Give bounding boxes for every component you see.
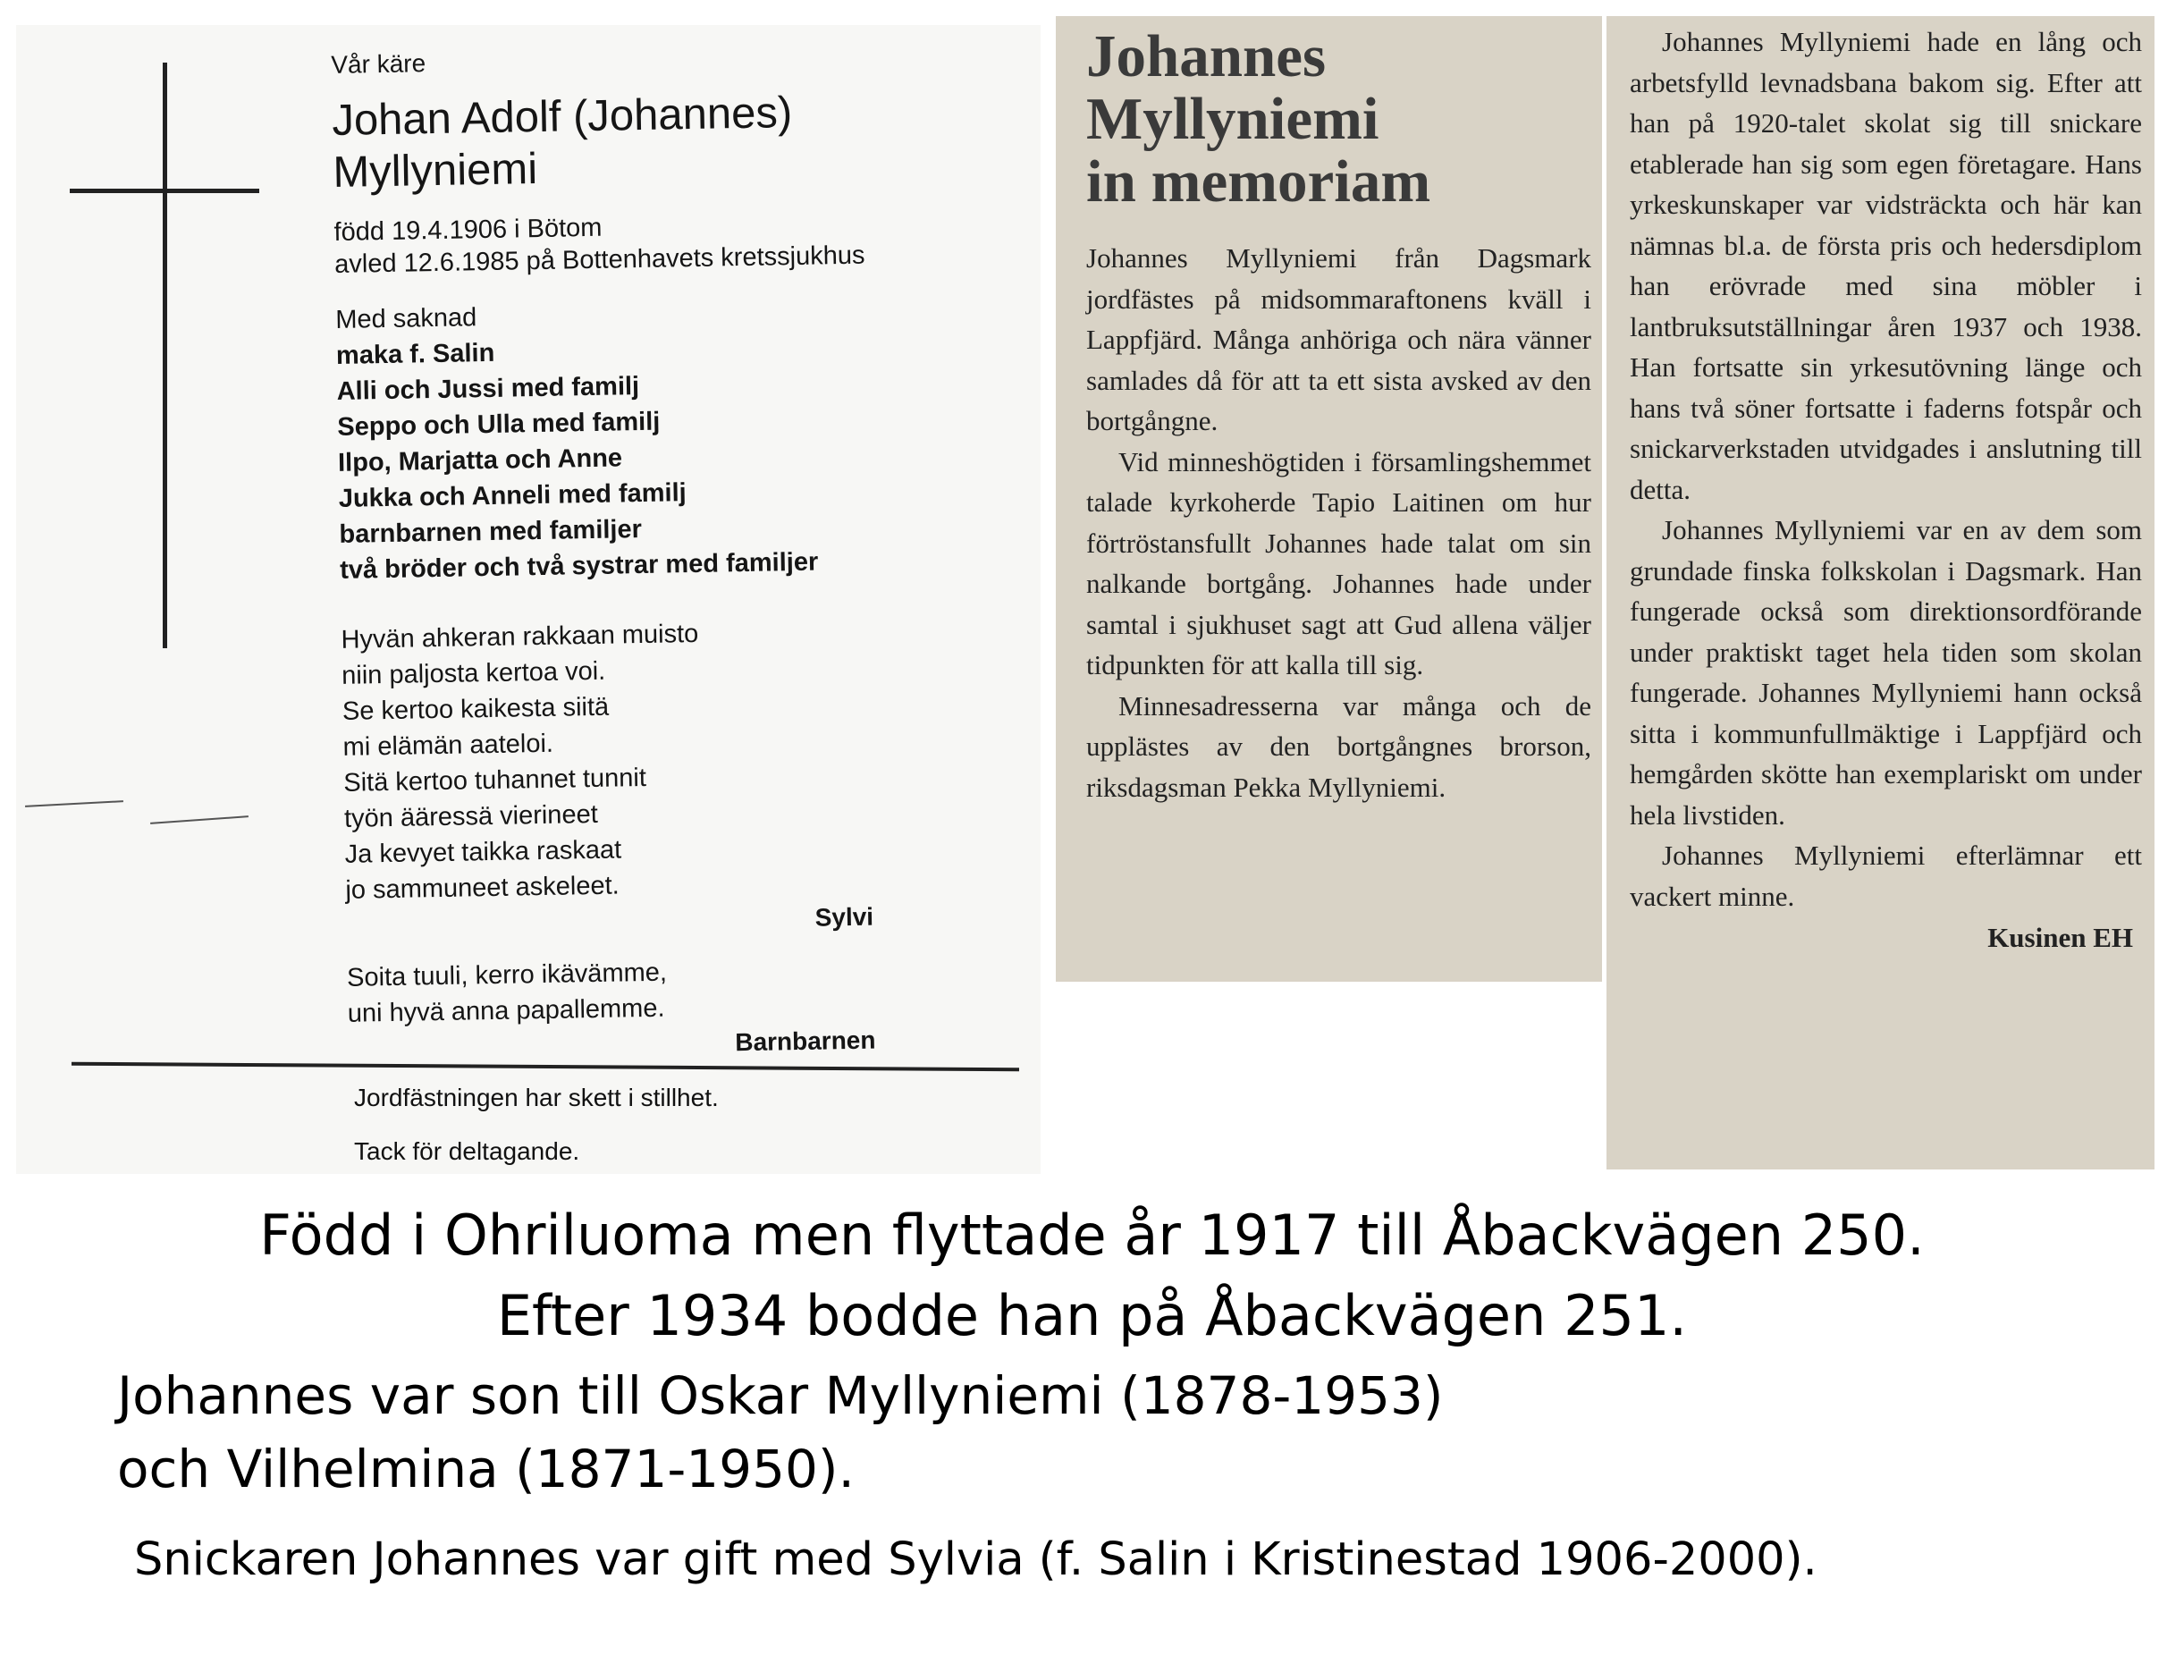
cross-horizontal-bar	[70, 189, 259, 193]
mourners-intro: Med saknad	[335, 303, 477, 334]
funeral-note: Jordfästningen har skett i stillhet.	[354, 1084, 719, 1111]
print-speck	[150, 815, 249, 824]
death-notice-text	[331, 36, 1041, 1067]
poem-signature-sylvi: Sylvi	[814, 902, 874, 932]
caption-parents-mother: och Vilhelmina (1871-1950).	[117, 1439, 855, 1499]
caption-residence-later: Efter 1934 bodde han på Åbackvägen 251.	[496, 1283, 1688, 1348]
poem-line: Hyvän ahkeran rakkaan muisto	[341, 619, 699, 654]
poem-line: työn ääressä vierineet	[343, 799, 598, 833]
article-paragraph: Johannes Myllyniemi från Dagsmark jordfästes på midsommaraftonens kväll i Lappfjärd. Många anhöriga och nära vänner samlades då för att ta ett sista avsked av den bortgångne.	[1086, 242, 1591, 436]
poem-signature-barnbarnen: Barnbarnen	[735, 1026, 876, 1057]
article-column-left	[1056, 16, 1602, 982]
headline-line: in memoriam	[1086, 148, 1431, 215]
article-paragraph: Johannes Myllyniemi var en av dem som grundade finska folkskolan i Dagsmark. Han fungerade också som direktionsordförande under praktiskt taget hela tiden som skolan fungerade. Johannes Myllyniemi hann också sitta i kommunfullmäktige i Lappfjärd och hemgården skötte han exemplariskt om under hela livstiden.	[1630, 514, 2142, 831]
mourners-list	[335, 290, 1037, 588]
death-notice-clipping	[16, 25, 1041, 1174]
mourner-entry: Jukka och Anneli med familj	[338, 478, 687, 513]
mourner-entry: maka f. Salin	[335, 338, 495, 370]
poem-line: Sitä kertoo tuhannet tunnit	[343, 763, 647, 798]
notice-greeting: Vår käre	[331, 49, 426, 79]
death-info: avled 12.6.1985 på Bottenhavets kretssjukhus	[333, 241, 865, 279]
thanks-note: Tack för deltagande.	[354, 1137, 580, 1165]
print-speck	[25, 800, 123, 807]
poem-line: mi elämän aateloi.	[342, 729, 554, 762]
poem-line: Se kertoo kaikesta siitä	[342, 692, 610, 726]
mourner-entry: barnbarnen med familjer	[339, 515, 643, 549]
mourner-entry: Seppo och Ulla med familj	[337, 407, 661, 442]
poem-line: uni hyvä anna papallemme.	[347, 993, 665, 1028]
article-paragraph: Johannes Myllyniemi hade en lång och arbetsfylld levnadsbana bakom sig. Efter att han på 1920-talet skolat sig till snickare etablerade han sig som egen företagare. Hans yrkeskunskaper var vidsträckta och här kan nämnas bl.a. de första pris och hedersdiplom han erövrade med sina möbler i lantbruksutställningar åren 1937 och 1938. Han fortsatte sin yrkesutövning länge och hans två söner fortsatte i faderns fotspår och snickarverkstaden utvidgades i anslutning till detta.	[1630, 26, 2142, 505]
article-paragraph: Johannes Myllyniemi efterlämnar ett vackert minne.	[1630, 840, 2142, 912]
cross-vertical-bar	[163, 63, 167, 648]
caption-residence: Född i Ohriluoma men flyttade år 1917 till Åbackvägen 250.	[259, 1203, 1925, 1268]
notice-footer	[354, 1080, 719, 1174]
mourner-entry: Alli och Jussi med familj	[336, 372, 640, 406]
article-headline	[1086, 25, 1591, 213]
memorial-poem-2	[347, 948, 1041, 1068]
poem-line: jo sammuneet askeleet.	[345, 871, 620, 905]
mourner-entry: två bröder och två systrar med familjer	[339, 547, 819, 585]
birth-info: född 19.4.1906 i Bötom	[333, 213, 603, 247]
caption-spouse: Snickaren Johannes var gift med Sylvia (f. Salin i Kristinestad 1906-2000).	[134, 1533, 1817, 1586]
article-paragraph: Vid minneshögtiden i församlingshemmet talade kyrkoherde Tapio Laitinen om hur förtröstansfullt Johannes hade talat om sin nalkande bortgång. Johannes hade under samtal i sjukhuset sagt att Gud allena väljer tidpunkten för att kalla till sig.	[1086, 445, 1591, 680]
poem-line: Soita tuuli, kerro ikävämme,	[346, 958, 668, 992]
memorial-poem-1	[341, 610, 1041, 944]
article-paragraph: Minnesadresserna var många och de upplästes av den bortgångnes brorson, riksdagsman Pekka Myllyniemi.	[1086, 689, 1591, 803]
deceased-name-line2: Myllyniemi	[332, 144, 538, 197]
mourner-entry: Ilpo, Marjatta och Anne	[337, 443, 623, 477]
poem-line: niin paljosta kertoa voi.	[341, 656, 606, 690]
headline-line: Johannes	[1086, 23, 1327, 89]
article-column-right	[1606, 16, 2154, 1169]
caption-parents-father: Johannes var son till Oskar Myllyniemi (1878-1953)	[117, 1365, 1444, 1426]
deceased-name-line1: Johan Adolf (Johannes)	[331, 89, 793, 145]
article-signature: Kusinen EH	[1987, 922, 2133, 953]
poem-line: Ja kevyet taikka raskaat	[344, 835, 622, 869]
headline-line: Myllyniemi	[1086, 86, 1379, 152]
